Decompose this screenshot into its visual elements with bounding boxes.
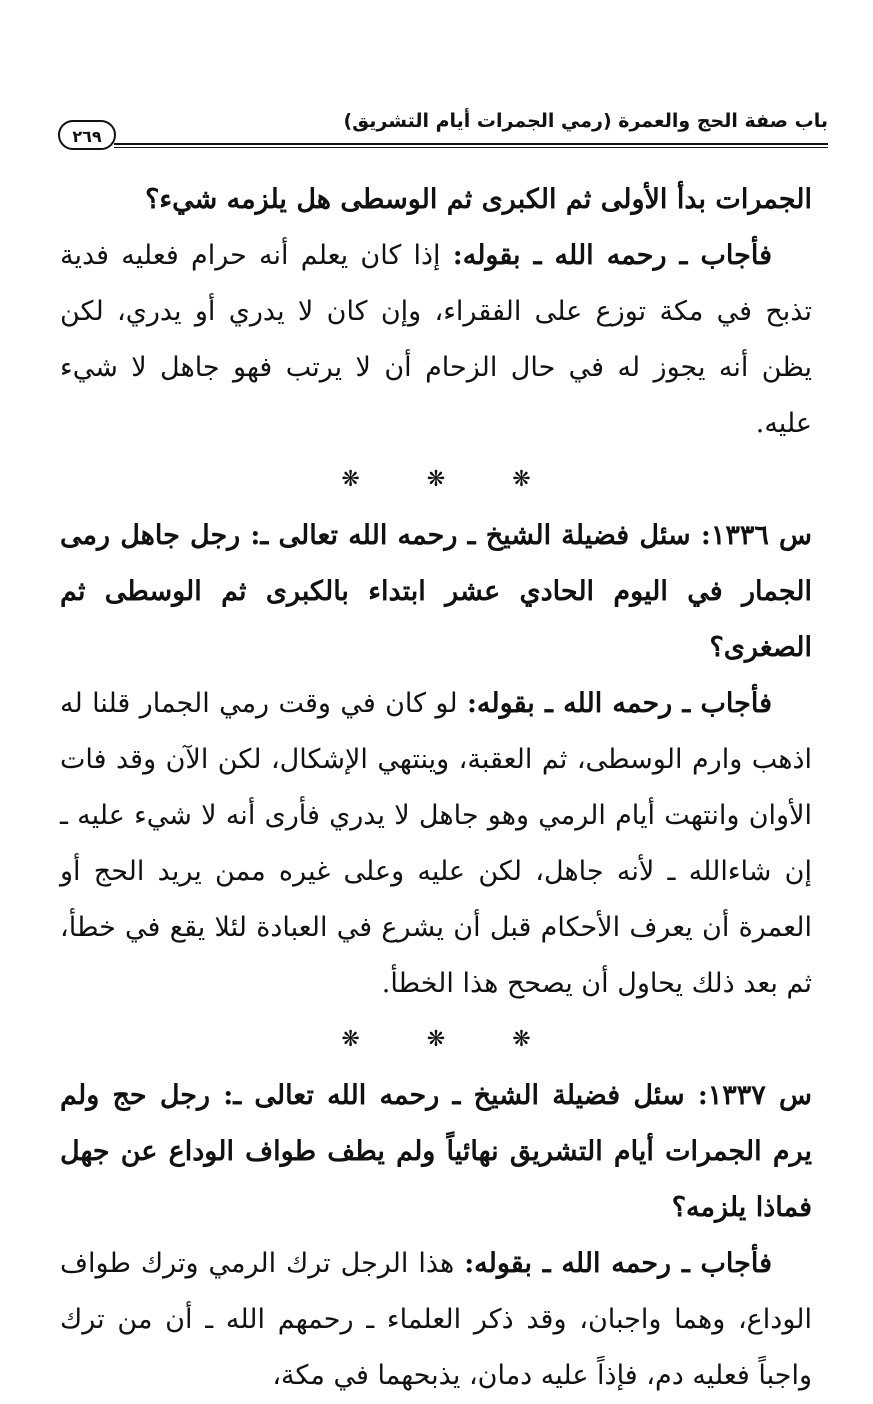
section-separator-2: ❋ ❋ ❋ [341, 1027, 561, 1052]
answer-3-text: هذا الرجل ترك الرمي وترك طواف الوداع، وهما واجبان، وقد ذكر العلماء ـ رحمهم الله ـ أن من ترك واجباً فعليه دم، فإذاً عليه دمان، يذبحهما في مكة، [60, 1248, 812, 1391]
question-1337-text: سئل فضيلة الشيخ ـ رحمه الله تعالى ـ: رجل حج ولم يرم الجمرات أيام التشريق نهائياً ولم يطف طواف الوداع عن جهل فماذا يلزمه؟ [60, 1080, 812, 1223]
page-body [60, 172, 812, 1404]
running-header [58, 110, 828, 150]
question-1337-label: س ١٣٣٧: [697, 1080, 813, 1111]
header-rule-thin [114, 147, 828, 148]
question-1337 [60, 1068, 812, 1236]
answer-2-text: لو كان في وقت رمي الجمار قلنا له اذهب وارم الوسطى، ثم العقبة، وينتهي الإشكال، لكن الآن وقد فات الأوان وانتهت أيام الرمي وهو جاهل لا يدري فأرى أنه لا شيء عليه ـ إن شاءالله ـ لأنه جاهل، لكن عليه وعلى غيره ممن يريد الحج أو العمرة أن يعرف الأحكام قبل أن يشرع في العبادة لئلا يقع في خطأ، ثم بعد ذلك يحاول أن يصحح هذا الخطأ. [60, 688, 812, 999]
header-rule [114, 143, 828, 145]
answer-2-lead: فأجاب ـ رحمه الله ـ بقوله: [466, 688, 772, 719]
answer-1-lead: فأجاب ـ رحمه الله ـ بقوله: [452, 240, 772, 271]
answer-3-lead: فأجاب ـ رحمه الله ـ بقوله: [464, 1248, 772, 1279]
page-number: ٢٦٩ [58, 120, 116, 150]
question-1336-text: سئل فضيلة الشيخ ـ رحمه الله تعالى ـ: رجل جاهل رمى الجمار في اليوم الحادي عشر ابتداء بالكبرى ثم الوسطى ثم الصغرى؟ [60, 520, 812, 663]
section-separator-1: ❋ ❋ ❋ [341, 467, 561, 492]
answer-1 [60, 228, 812, 452]
question-1336-label: س ١٣٣٦: [700, 520, 812, 551]
answer-2 [60, 676, 812, 1012]
intro-question: الجمرات بدأ الأولى ثم الكبرى ثم الوسطى هل يلزمه شيء؟ [145, 184, 812, 215]
chapter-title: باب صفة الحج والعمرة (رمي الجمرات أيام التشريق) [343, 110, 828, 132]
question-1336 [60, 508, 812, 676]
answer-3 [60, 1236, 812, 1404]
answer-1-text: إذا كان يعلم أنه حرام فعليه فدية تذبح في مكة توزع على الفقراء، وإن كان لا يدري أو يدري، لكن يظن أنه يجوز له في حال الزحام أن لا يرتب فهو جاهل لا شيء عليه. [60, 240, 812, 439]
